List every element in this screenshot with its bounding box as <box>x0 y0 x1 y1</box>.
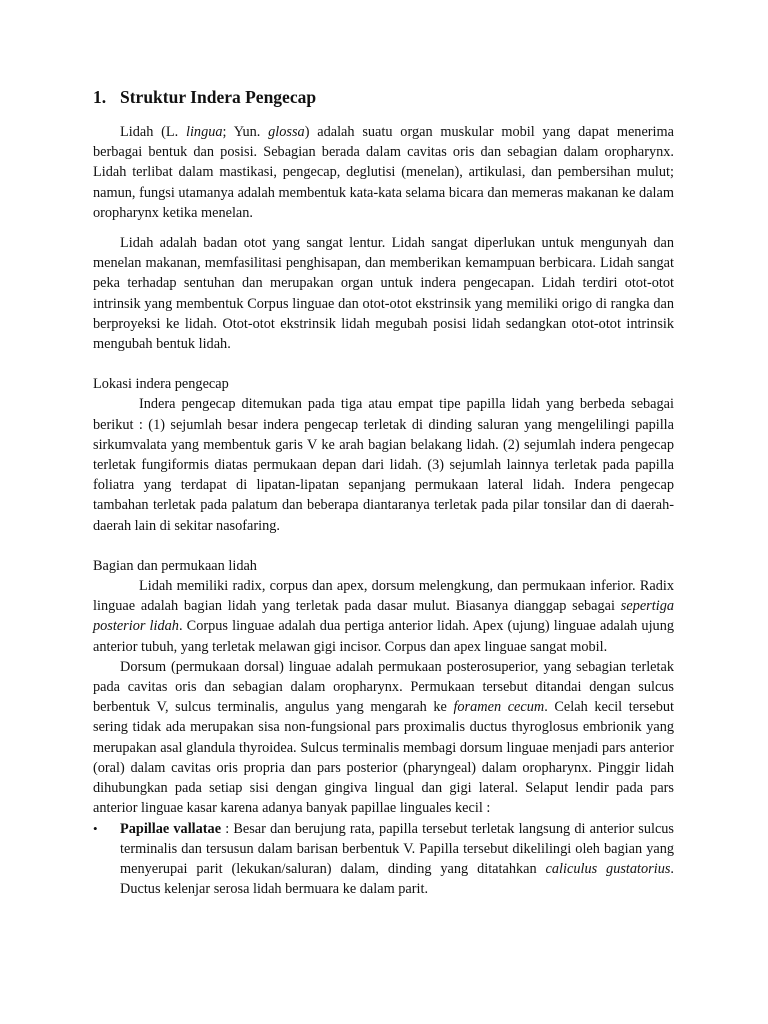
p1-text-c: ) adalah suatu organ muskular mobil yang dapat menerima berbagai bentuk dan posisi. Sebagian berada dalam cavitas oris dan sebagian dalam oropharynx. Lidah terlibat dalam mastikasi, pengecap, deglutisi (menelan), artikulasi, dan pembersihan mulut; namun, fungsi utamanya adalah membentuk kata-kata selama bicara dan memeras makanan ke dalam oropharynx ketika menelan. <box>93 124 674 221</box>
section-heading <box>93 86 674 108</box>
paragraph-lidah-intro <box>93 122 674 223</box>
paragraph-lidah-otot: Lidah adalah badan otot yang sangat lentur. Lidah sangat diperlukan untuk mengunyah dan menelan makanan, memfasilitasi penghisapan, dan memberikan kemampuan berbicara. Lidah sangat peka terhadap sentuhan dan merupakan organ untuk indera pengecapan. Lidah terdiri otot-otot intrinsik yang membentuk Corpus linguae dan otot-otot ekstrinsik yang memiliki origo di rangka dan berproyeksi ke lidah. Otot-otot ekstrinsik lidah megubah posisi lidah sedangkan otot-otot intrinsik mengubah bentuk lidah. <box>93 235 674 353</box>
bagian-p2-text-a: Dorsum (permukaan dorsal) linguae adalah permukaan posterosuperior, yang sebagian terletak pada cavitas oris dan sebagian dalam oropharynx. Permukaan tersebut ditandai dengan sulcus berbentuk V, sulcus terminalis, angulus yang mengarah ke <box>93 658 674 716</box>
p1-lingua: lingua <box>185 124 223 140</box>
heading-number: 1. <box>93 87 107 107</box>
bagian-p2-text-b: . Celah kecil tersebut sering tidak ada merupakan sisa non-fungsional pars proximalis ductus thyroglosus embrionik yang merupakan asal glandula thyroidea. Sulcus terminalis membagi dorsum linguae menjadi pars anterior (oral) dalam cavitas oris propria dan pars posterior (pharyngeal) dalam oropharynx. Pinggir lidah dihubungkan pada setiap sisi dengan gingiva lingual dan gigi lateral. Selaput lendir pada pars anterior linguae kasar karena adanya banyak papillae linguales kecil : <box>93 699 675 817</box>
p1-glossa: glossa <box>268 124 305 140</box>
bullet-list <box>93 819 674 900</box>
bullet-text-a: : Besar dan berujung rata, papilla tersebut terletak langsung di anterior sulcus terminalis dan tersusun dalam barisan berbentuk V. Papilla tersebut dikelilingi oleh bagian yang menyerupai parit (lekukan/saluran) dalam, dinding yang ditatahkan <box>120 820 675 877</box>
bagian-p1-italic: sepertiga posterior lidah <box>93 598 674 635</box>
bullet-item <box>93 819 674 900</box>
label-bagian: Bagian dan permukaan lidah <box>93 557 257 574</box>
p1-text-a: Lidah (L. <box>120 124 186 140</box>
paragraph-bagian-1 <box>93 576 674 657</box>
paragraph-bagian-2 <box>93 657 674 819</box>
label-lokasi: Lokasi indera pengecap <box>93 376 229 393</box>
bagian-p2-italic: foramen cecum <box>453 699 545 716</box>
paragraph-lokasi: Indera pengecap ditemukan pada tiga atau empat tipe papilla lidah yang berbeda sebagai berikut : (1) sejumlah besar indera pengecap terletak di dinding saluran yang mengelilingi papilla sirkumvalata yang membentuk garis V ke arah bagian belakang lidah. (2) sejumlah indera pengecap terletak fungiformis diatas permukaan depan dari lidah. (3) sejumlah lainnya terletak pada papilla foliatra yang terdapat di lipatan-lipatan sepanjang permukaan lateral lidah. Indera pengecap tambahan terletak pada palatum dan beberapa diantaranya terletak pada pilar tonsilar dan di daerah-daerah lain di sekitar nasofaring. <box>93 396 674 534</box>
bagian-p1-text-b: . Corpus linguae adalah dua pertiga anterior lidah. Apex (ujung) linguae adalah ujung anterior tubuh, yang terletak melawan gigi incisor. Corpus dan apex linguae sangat mobil. <box>93 618 675 655</box>
bullet-text-b: . Ductus kelenjar serosa lidah bermuara ke dalam parit. <box>120 860 674 898</box>
p1-text-b: ; Yun. <box>222 124 269 140</box>
bullet-italic: caliculus gustatorius <box>545 860 671 877</box>
bagian-p1-text-a: Lidah memiliki radix, corpus dan apex, dorsum melengkung, dan permukaan inferior. Radix linguae adalah bagian lidah yang terletak pada dasar mulut. Biasanya dianggap sebagai <box>93 578 674 615</box>
bullet-icon: • <box>93 820 98 836</box>
heading-title: Struktur Indera Pengecap <box>120 87 317 107</box>
bullet-term: Papillae vallatae <box>120 820 222 837</box>
